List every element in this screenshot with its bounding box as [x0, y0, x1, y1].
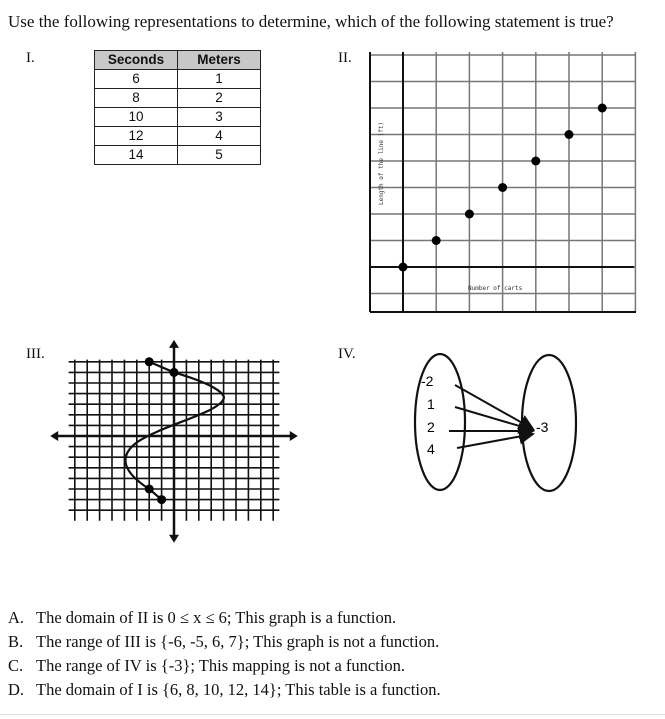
answer-text: The range of IV is {-3}; This mapping is not a function. [36, 656, 406, 675]
answer-letter: D. [8, 680, 25, 699]
table-cell: 5 [178, 146, 261, 165]
domain-value: 2 [427, 419, 435, 435]
answer-a[interactable] [8, 608, 396, 628]
mapping-arrow [457, 434, 533, 448]
answer-letter: C. [8, 656, 24, 675]
range-oval [522, 355, 576, 491]
table-header: Seconds [95, 51, 178, 70]
label-ii: II. [338, 50, 352, 66]
graph-ii-xlabel: Number of carts [468, 285, 523, 292]
divider [0, 714, 665, 715]
table-cell: 10 [95, 108, 178, 127]
question-text: Use the following representations to determine, which of the following statement is true? [8, 12, 614, 31]
domain-value: -2 [421, 373, 434, 389]
table-cell: 14 [95, 146, 178, 165]
data-point [598, 104, 607, 113]
graph-iii [50, 340, 298, 543]
label-iii: III. [26, 346, 45, 362]
graph-ii [370, 52, 636, 312]
table-header: Meters [178, 51, 261, 70]
answer-b[interactable] [8, 632, 439, 652]
label-i: I. [26, 50, 35, 66]
table-cell: 2 [178, 89, 261, 108]
table-cell: 8 [95, 89, 178, 108]
answer-letter: B. [8, 632, 24, 651]
answer-text: The domain of I is {6, 8, 10, 12, 14}; This table is a function. [36, 680, 441, 699]
data-point [157, 495, 166, 504]
table-cell: 3 [178, 108, 261, 127]
data-point [145, 357, 154, 366]
domain-value: 1 [427, 396, 435, 412]
data-point [465, 210, 474, 219]
data-point [531, 157, 540, 166]
data-point [170, 368, 179, 377]
answer-text: The range of III is {-6, -5, 6, 7}; This graph is not a function. [36, 632, 440, 651]
domain-value: 4 [427, 441, 435, 457]
answer-letter: A. [8, 608, 25, 627]
data-point [145, 485, 154, 494]
mapping-arrow [455, 385, 533, 429]
answer-d[interactable] [8, 680, 441, 700]
data-point [498, 183, 507, 192]
table-cell: 1 [178, 70, 261, 89]
graph-ii-ylabel: Length of the line (ft) [378, 121, 385, 205]
table-cell: 6 [95, 70, 178, 89]
answer-text: The domain of II is 0 ≤ x ≤ 6; This graph is a function. [36, 608, 397, 627]
answer-c[interactable] [8, 656, 405, 676]
data-point [565, 130, 574, 139]
label-iv: IV. [338, 346, 356, 362]
mapping-iv [415, 354, 576, 491]
table-cell: 4 [178, 127, 261, 146]
range-value: -3 [536, 419, 549, 435]
data-point [399, 263, 408, 272]
table-cell: 12 [95, 127, 178, 146]
data-point [432, 236, 441, 245]
